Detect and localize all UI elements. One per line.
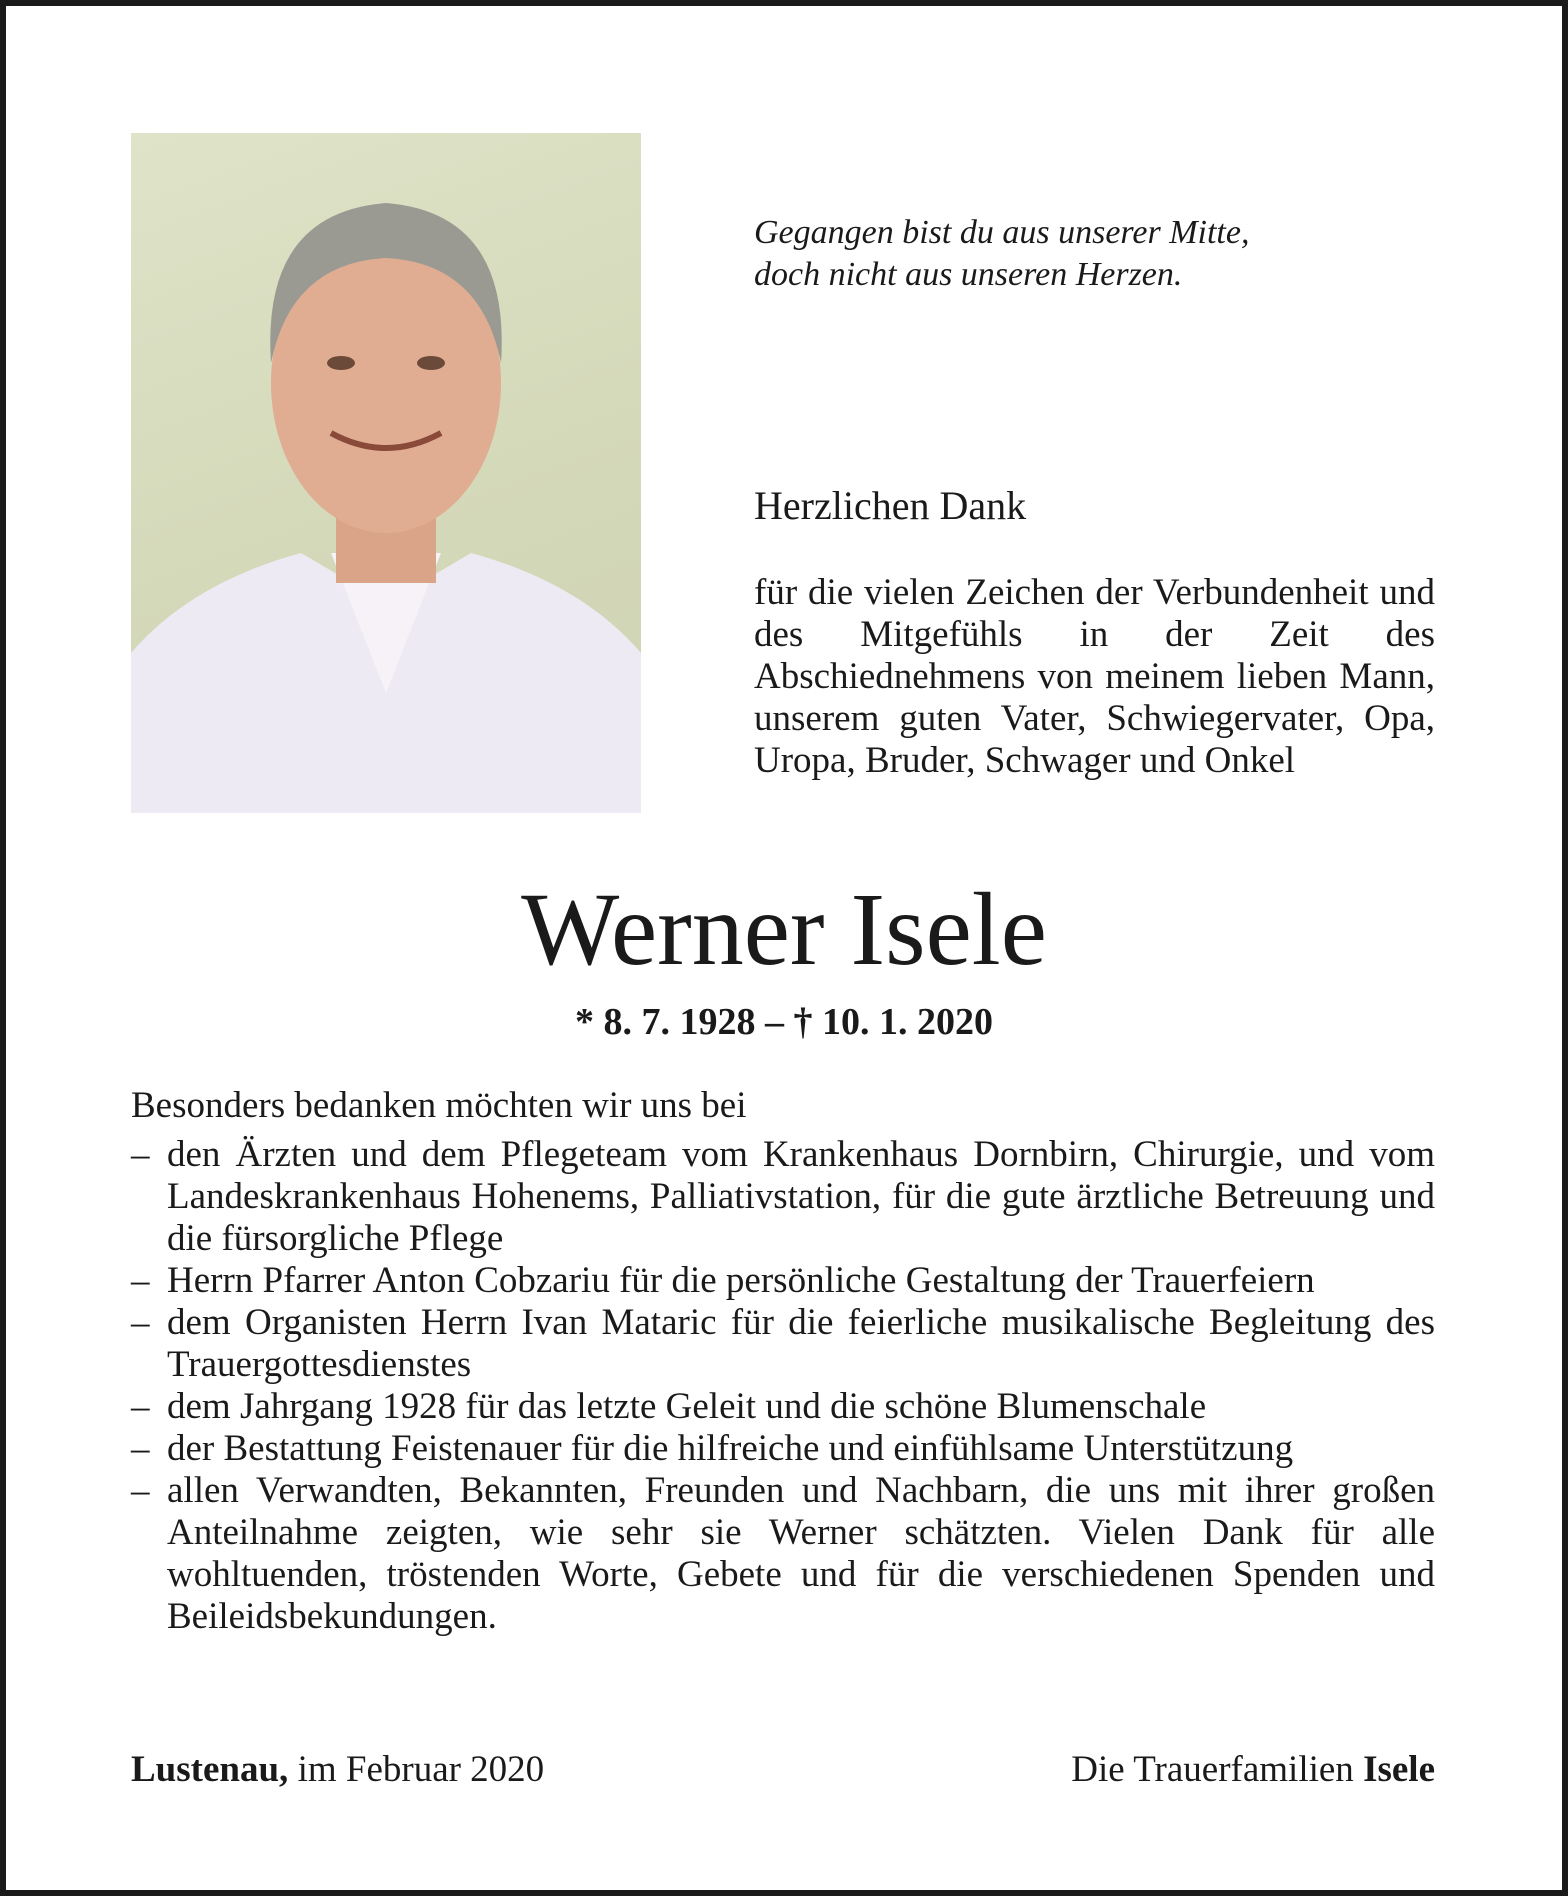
footer (131, 1748, 1435, 1791)
list-item: – dem Jahrgang 1928 für das letzte Geleit und die schöne Blumenschale (131, 1386, 1435, 1428)
list-item: – allen Verwandten, Bekannten, Freunden und Nachbarn, die uns mit ihrer großen Anteilnahme zeigten, wie sehr sie Werner schätzten. Vielen Dank für alle wohltuenden, tröstenden Worte, Gebete und für die verschiedenen Spenden und Beileidsbekundungen. (131, 1470, 1435, 1638)
date: im Februar 2020 (288, 1749, 545, 1790)
place: Lustenau, (131, 1749, 289, 1790)
thanks-intro: Besonders bedanken möchten wir uns bei (131, 1085, 747, 1126)
list-item: – Herrn Pfarrer Anton Cobzariu für die persönliche Gestaltung der Trauerfeiern (131, 1260, 1435, 1302)
quote-line: Gegangen bist du aus unserer Mitte, (754, 214, 1250, 251)
signature (1071, 1748, 1435, 1791)
intro-text: für die vielen Zeichen der Verbundenheit und des Mitgefühls in der Zeit des Abschiednehmens von meinem lieben Mann, unserem guten Vater, Schwiegervater, Opa, Uropa, Bruder, Schwager und Onkel (754, 572, 1435, 781)
life-dates: * 8. 7. 1928 – † 10. 1. 2020 (575, 1001, 993, 1043)
family-prefix: Die Trauerfamilien (1071, 1749, 1364, 1790)
family-name: Isele (1363, 1749, 1435, 1790)
portrait-photo (131, 133, 641, 813)
list-item: – dem Organisten Herrn Ivan Mataric für die feierliche musikalische Begleitung des Trauergottesdienstes (131, 1302, 1435, 1386)
place-date (131, 1748, 544, 1791)
thanks-list (131, 1134, 1435, 1638)
list-item: – den Ärzten und dem Pflegeteam vom Krankenhaus Dornbirn, Chirurgie, und vom Landeskrankenhaus Hohenems, Palliativstation, für die gute ärztliche Betreuung und die fürsorgliche Pflege (131, 1134, 1435, 1260)
deceased-name: Werner Isele (521, 872, 1047, 987)
thanks-heading: Herzlichen Dank (754, 483, 1027, 528)
quote (754, 212, 1249, 296)
quote-line: doch nicht aus unseren Herzen. (754, 256, 1183, 293)
list-item: – der Bestattung Feistenauer für die hilfreiche und einfühlsame Unterstützung (131, 1428, 1435, 1470)
